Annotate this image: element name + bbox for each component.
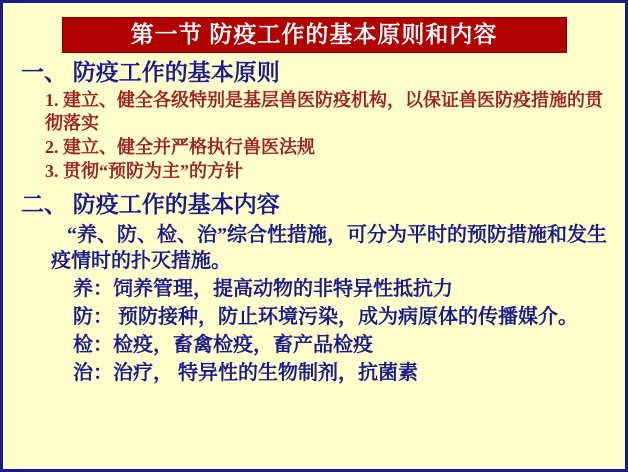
section-two-detail-jian: 检：检疫，畜禽检疫，畜产品检疫 [73, 333, 373, 356]
section-two-intro: “养、防、检、治”综合性措施，可分为平时的预防措施和发生疫情时的扑灭措施。 [51, 223, 607, 272]
section-two-detail-yang: 养：饲养管理，提高动物的非特异性抵抗力 [73, 277, 453, 300]
section-one-item-3: 3. 贯彻“预防为主”的方针 [45, 160, 243, 181]
section-two-detail-fang: 防： 预防接种，防止环境污染，成为病原体的传播媒介。 [73, 305, 578, 328]
slide-title: 第一节 防疫工作的基本原则和内容 [130, 22, 498, 47]
section-one-item-1: 1. 建立、健全各级特别是基层兽医防疫机构，以保证兽医防疫措施的贯彻落实 [45, 89, 603, 133]
slide-content [3, 3, 625, 469]
section-two-heading: 二、 防疫工作的基本内容 [21, 192, 280, 218]
slide-title-banner [62, 17, 567, 53]
spacer [17, 184, 611, 187]
section-one-heading: 一、 防疫工作的基本原则 [21, 60, 280, 86]
section-two-detail-zhi: 治：治疗， 特异性的生物制剂，抗菌素 [73, 361, 418, 384]
section-one-item-2: 2. 建立、健全并严格执行兽医法规 [45, 136, 315, 157]
